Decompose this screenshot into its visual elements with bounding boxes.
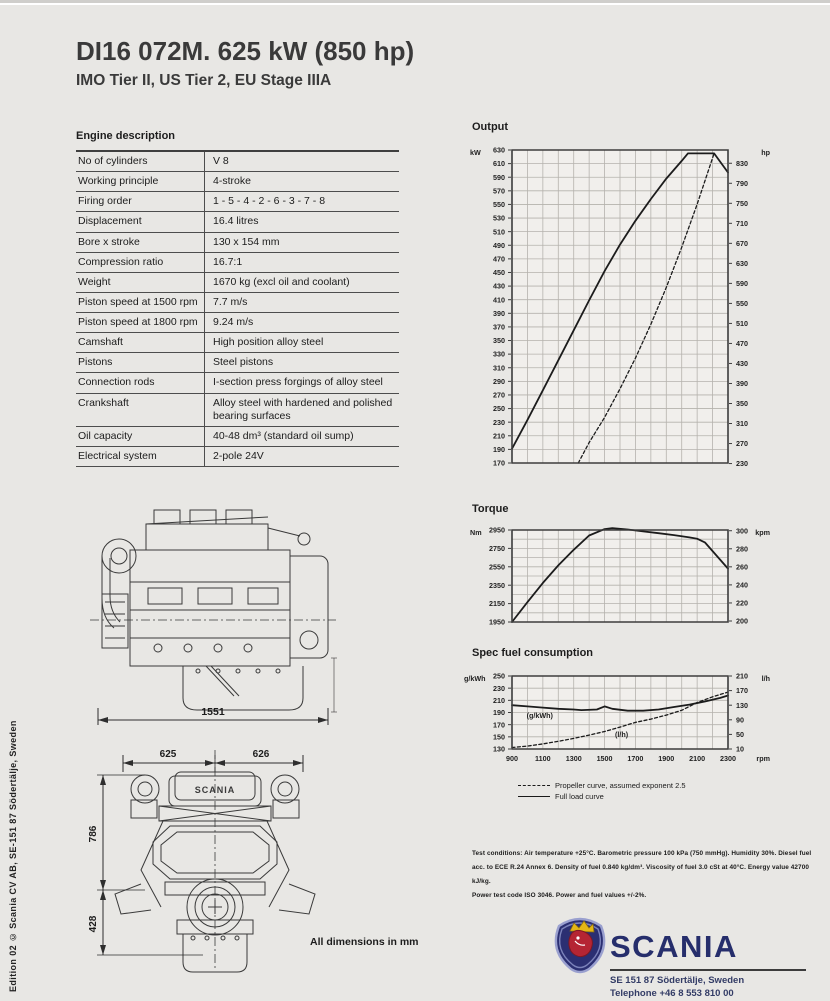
- scania-griffin-logo: [548, 911, 612, 977]
- dimensions-note: All dimensions in mm: [310, 936, 419, 948]
- spec-label: Weight: [76, 272, 205, 292]
- spec-value: 16.4 litres: [205, 212, 400, 232]
- svg-text:290: 290: [493, 376, 505, 386]
- svg-text:Nm: Nm: [470, 528, 482, 537]
- svg-text:450: 450: [493, 268, 505, 278]
- spec-label: Bore x stroke: [76, 232, 205, 252]
- svg-text:470: 470: [493, 254, 505, 264]
- spec-label: Crankshaft: [76, 393, 205, 426]
- svg-text:1500: 1500: [596, 754, 613, 763]
- test-conditions-line: Power test code ISO 3046. Power and fuel values +/-2%.: [472, 892, 647, 899]
- spec-value: V 8: [213, 155, 229, 167]
- svg-text:310: 310: [736, 419, 748, 429]
- svg-text:530: 530: [493, 213, 505, 223]
- spec-value: 1 - 5 - 4 - 2 - 6 - 3 - 7 - 8: [205, 192, 400, 212]
- svg-text:l/h: l/h: [761, 674, 770, 683]
- engine-side-view-drawing: [88, 498, 340, 730]
- svg-text:kpm: kpm: [755, 528, 770, 537]
- spec-value: 16.7:1: [205, 252, 400, 272]
- svg-text:630: 630: [493, 145, 505, 155]
- test-conditions-line: acc. to ECE R.24 Annex 6. Density of fuel 0.840 kg/dm³. Viscosity of fuel 3.0 cSt at 40°C. Energy value 42700 kJ/kg.: [472, 864, 810, 885]
- svg-text:200: 200: [736, 616, 748, 626]
- test-conditions-line: Test conditions: Air temperature +25°C. Barometric pressure 100 kPa (750 mmHg). Humidity 30%. Diesel fuel: [472, 850, 812, 857]
- svg-text:210: 210: [493, 431, 505, 441]
- table-row: [76, 292, 399, 312]
- svg-text:490: 490: [493, 240, 505, 250]
- svg-text:300: 300: [736, 526, 748, 536]
- table-row: [76, 252, 399, 272]
- svg-text:270: 270: [736, 439, 748, 449]
- svg-text:220: 220: [736, 598, 748, 608]
- svg-text:1100: 1100: [535, 754, 551, 763]
- svg-text:1300: 1300: [565, 754, 582, 763]
- svg-text:510: 510: [493, 227, 505, 237]
- svg-text:430: 430: [736, 359, 748, 369]
- spec-value: 1670 kg (excl oil and coolant): [205, 272, 400, 292]
- svg-text:350: 350: [493, 336, 505, 346]
- spec-label: Working principle: [76, 172, 205, 192]
- svg-text:210: 210: [736, 671, 748, 681]
- spec-value: High position alloy steel: [205, 333, 400, 353]
- table-row: [76, 172, 399, 192]
- spec-label: Electrical system: [76, 446, 205, 466]
- svg-text:2550: 2550: [489, 562, 505, 572]
- spec-label: Firing order: [76, 192, 205, 212]
- svg-text:150: 150: [493, 732, 505, 742]
- svg-text:260: 260: [736, 562, 748, 572]
- svg-text:2300: 2300: [720, 754, 736, 763]
- spec-label: No of cylinders: [76, 151, 205, 172]
- svg-text:370: 370: [493, 322, 505, 332]
- svg-text:2100: 2100: [689, 754, 706, 763]
- legend-label: Full load curve: [555, 792, 604, 801]
- svg-text:2350: 2350: [489, 580, 505, 590]
- svg-text:230: 230: [493, 417, 505, 427]
- page-title: DI16 072M. 625 kW (850 hp): [76, 36, 415, 66]
- engine-description-heading: Engine description: [76, 130, 176, 142]
- svg-text:750: 750: [736, 198, 748, 208]
- spec-label: Camshaft: [76, 333, 205, 353]
- svg-text:410: 410: [493, 295, 505, 305]
- svg-text:350: 350: [736, 399, 748, 409]
- spec-label: Pistons: [76, 353, 205, 373]
- svg-text:(l/h): (l/h): [614, 729, 629, 739]
- svg-text:550: 550: [493, 200, 505, 210]
- page-header: [76, 36, 414, 90]
- spec-value: Alloy steel with hardened and polished bearing surfaces: [205, 393, 400, 426]
- dimension-height-lower-label: 428: [88, 915, 99, 933]
- svg-text:rpm: rpm: [756, 754, 770, 763]
- svg-text:390: 390: [736, 379, 748, 389]
- output-chart: [462, 142, 774, 472]
- spec-label: Piston speed at 1500 rpm: [76, 292, 205, 312]
- table-row: [76, 272, 399, 292]
- svg-text:310: 310: [493, 363, 505, 373]
- table-row: [76, 151, 399, 172]
- svg-text:130: 130: [736, 700, 748, 710]
- svg-text:130: 130: [493, 744, 505, 754]
- svg-text:430: 430: [493, 281, 505, 291]
- svg-text:590: 590: [493, 172, 505, 182]
- svg-text:670: 670: [736, 238, 748, 248]
- engine-description-section: [76, 130, 399, 467]
- spec-label: Compression ratio: [76, 252, 205, 272]
- svg-text:590: 590: [736, 278, 748, 288]
- svg-text:170: 170: [493, 720, 505, 730]
- spec-value: 2-pole 24V: [205, 446, 400, 466]
- spec-value: I-section press forgings of alloy steel: [205, 373, 400, 393]
- spec-value: 9.24 m/s: [205, 313, 400, 333]
- svg-text:550: 550: [736, 298, 748, 308]
- svg-text:610: 610: [493, 159, 505, 169]
- spec-value: 130 x 154 mm: [205, 232, 400, 252]
- spec-value: Steel pistons: [205, 353, 400, 373]
- svg-text:630: 630: [736, 258, 748, 268]
- svg-text:kW: kW: [470, 148, 481, 157]
- torque-chart-title: Torque: [472, 503, 509, 515]
- spec-value: 4-stroke: [205, 172, 400, 192]
- fuel-consumption-chart: [462, 668, 774, 774]
- spec-value: 7.7 m/s: [205, 292, 400, 312]
- svg-text:830: 830: [736, 158, 748, 168]
- dimension-width-left-label: 625: [159, 749, 177, 760]
- dimension-width-right-label: 626: [252, 749, 270, 760]
- svg-text:230: 230: [493, 683, 505, 693]
- spec-label: Piston speed at 1800 rpm: [76, 313, 205, 333]
- legend-line-sample: [518, 785, 550, 786]
- svg-text:250: 250: [493, 404, 505, 414]
- dimension-length-label: 1551: [201, 706, 225, 718]
- footer-address: SE 151 87 Södertälje, Sweden: [610, 975, 745, 986]
- footer-divider: [610, 969, 806, 971]
- output-chart-title: Output: [472, 121, 509, 133]
- spec-label: Connection rods: [76, 373, 205, 393]
- fuel-chart-title: Spec fuel consumption: [472, 647, 594, 659]
- table-row: [76, 232, 399, 252]
- svg-text:190: 190: [493, 708, 505, 718]
- svg-text:250: 250: [493, 671, 505, 681]
- engine-cover-badge: SCANIA: [194, 785, 236, 795]
- table-row: [76, 192, 399, 212]
- svg-text:570: 570: [493, 186, 505, 196]
- svg-text:10: 10: [736, 744, 744, 754]
- svg-text:330: 330: [493, 349, 505, 359]
- svg-text:210: 210: [493, 695, 505, 705]
- page-top-edge: [0, 0, 830, 5]
- svg-text:240: 240: [736, 580, 748, 590]
- svg-text:280: 280: [736, 544, 748, 554]
- scania-wordmark: SCANIA: [610, 929, 738, 964]
- svg-text:2750: 2750: [489, 544, 505, 553]
- page-subtitle: IMO Tier II, US Tier 2, EU Stage IIIA: [76, 72, 332, 89]
- svg-text:2950: 2950: [489, 525, 505, 535]
- test-conditions-text: [472, 847, 820, 903]
- dimension-height-upper-label: 786: [88, 825, 99, 843]
- table-row: [76, 373, 399, 393]
- svg-text:390: 390: [493, 308, 505, 318]
- legend-item: [518, 781, 686, 790]
- svg-text:230: 230: [736, 459, 748, 469]
- chart-legend: [518, 781, 686, 803]
- svg-text:hp: hp: [761, 148, 770, 157]
- table-row: [76, 212, 399, 232]
- svg-text:1950: 1950: [489, 617, 505, 627]
- legend-label: Propeller curve, assumed exponent 2.5: [555, 781, 686, 790]
- svg-text:790: 790: [736, 178, 748, 188]
- footer-phone: Telephone +46 8 553 810 00: [610, 988, 734, 999]
- engine-front-view-drawing: [85, 742, 425, 994]
- svg-text:1900: 1900: [658, 754, 675, 763]
- table-row: [76, 426, 399, 446]
- svg-text:1700: 1700: [627, 754, 644, 763]
- edition-note: Edition 02 © Scania CV AB, SE-151 87 Södertälje, Sweden: [8, 720, 18, 992]
- svg-text:170: 170: [493, 458, 505, 468]
- engine-spec-table-body: [76, 151, 399, 467]
- spec-label: Displacement: [76, 212, 205, 232]
- table-row: [76, 313, 399, 333]
- svg-text:90: 90: [736, 715, 744, 725]
- spec-label: Oil capacity: [76, 426, 205, 446]
- legend-line-sample: [518, 796, 550, 797]
- table-row: [76, 333, 399, 353]
- table-row: [76, 446, 399, 466]
- legend-item: [518, 792, 686, 801]
- svg-text:2150: 2150: [489, 599, 505, 609]
- svg-text:270: 270: [493, 390, 505, 400]
- torque-chart: [462, 522, 774, 632]
- engine-spec-table: [76, 150, 399, 467]
- spec-value: 40-48 dm³ (standard oil sump): [205, 426, 400, 446]
- table-row: [76, 393, 399, 426]
- svg-text:510: 510: [736, 319, 748, 329]
- svg-text:g/kWh: g/kWh: [464, 674, 486, 683]
- svg-text:470: 470: [736, 339, 748, 349]
- svg-text:710: 710: [736, 218, 748, 228]
- svg-text:190: 190: [493, 444, 505, 454]
- svg-text:(g/kWh): (g/kWh): [526, 710, 553, 720]
- svg-text:900: 900: [506, 754, 518, 763]
- svg-text:50: 50: [736, 730, 744, 739]
- svg-text:170: 170: [736, 686, 748, 696]
- table-row: [76, 353, 399, 373]
